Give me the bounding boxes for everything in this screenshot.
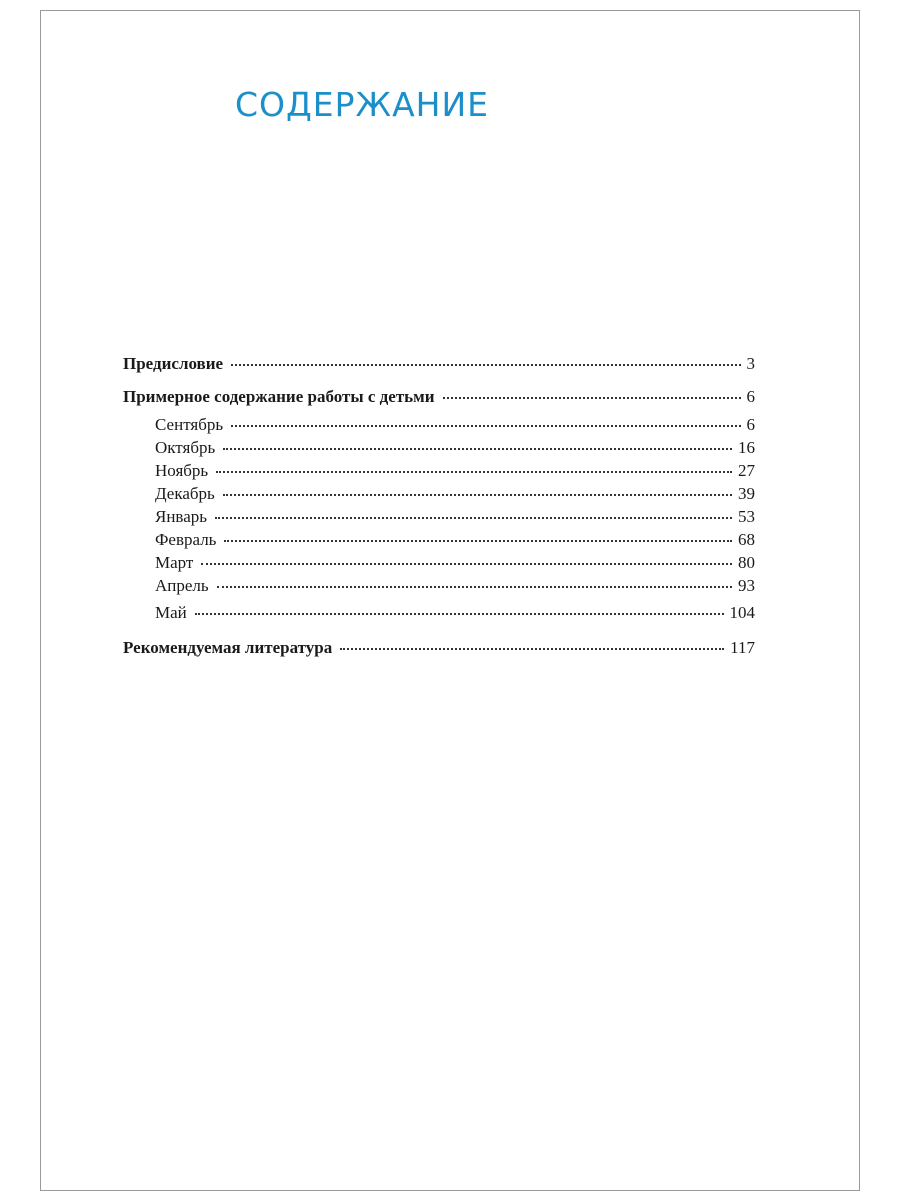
toc-page-number: 39 [738, 484, 755, 503]
toc-leader-dots [231, 364, 740, 366]
toc-entry-label: Май [155, 603, 187, 622]
toc-entry-january[interactable] [155, 506, 755, 528]
toc-entry-label: Ноябрь [155, 461, 209, 480]
toc-entry-label: Декабрь [155, 484, 215, 503]
toc-leader-dots [217, 586, 732, 588]
toc-page-number: 6 [746, 387, 755, 406]
page-title: СОДЕРЖАНИЕ [235, 85, 490, 124]
toc-entry-label: Рекомендуемая литература [123, 638, 333, 657]
toc-entry-march[interactable] [155, 552, 755, 574]
toc-entry-preface[interactable] [123, 353, 755, 375]
toc-page-number: 68 [738, 530, 755, 549]
toc-page-number: 117 [730, 638, 755, 657]
toc-entry-october[interactable] [155, 437, 755, 459]
toc-leader-dots [195, 613, 724, 615]
toc-page-number: 80 [738, 553, 755, 572]
toc-leader-dots [201, 563, 732, 565]
toc-page-number: 53 [738, 507, 755, 526]
toc-leader-dots [223, 448, 732, 450]
toc-entry-label: Март [155, 553, 194, 572]
toc-leader-dots [224, 540, 732, 542]
toc-entry-february[interactable] [155, 529, 755, 551]
toc-page-number: 104 [729, 603, 755, 622]
toc-leader-dots [223, 494, 732, 496]
toc-entry-literature[interactable] [123, 637, 755, 659]
toc-page-number: 6 [746, 415, 755, 434]
toc-entry-label: Октябрь [155, 438, 216, 457]
toc-entry-label: Сентябрь [155, 415, 224, 434]
toc-entry-label: Февраль [155, 530, 217, 549]
toc-leader-dots [216, 471, 732, 473]
toc-entry-content[interactable] [123, 386, 755, 408]
toc-entry-label: Январь [155, 507, 208, 526]
toc-page-number: 16 [738, 438, 755, 457]
toc-entry-label: Предисловие [123, 354, 224, 373]
toc-page-number: 3 [746, 354, 755, 373]
toc-leader-dots [215, 517, 732, 519]
toc-entry-september[interactable] [155, 414, 755, 436]
toc-entry-label: Примерное содержание работы с детьми [123, 387, 435, 406]
toc-entry-label: Апрель [155, 576, 209, 595]
toc-entry-december[interactable] [155, 483, 755, 505]
toc-page-number: 93 [738, 576, 755, 595]
document-page [40, 10, 860, 1191]
toc-leader-dots [443, 397, 741, 399]
toc-leader-dots [340, 648, 724, 650]
toc-entry-november[interactable] [155, 460, 755, 482]
toc-leader-dots [231, 425, 740, 427]
toc-entry-april[interactable] [155, 575, 755, 597]
toc-page-number: 27 [738, 461, 755, 480]
toc-entry-may[interactable] [155, 602, 755, 624]
